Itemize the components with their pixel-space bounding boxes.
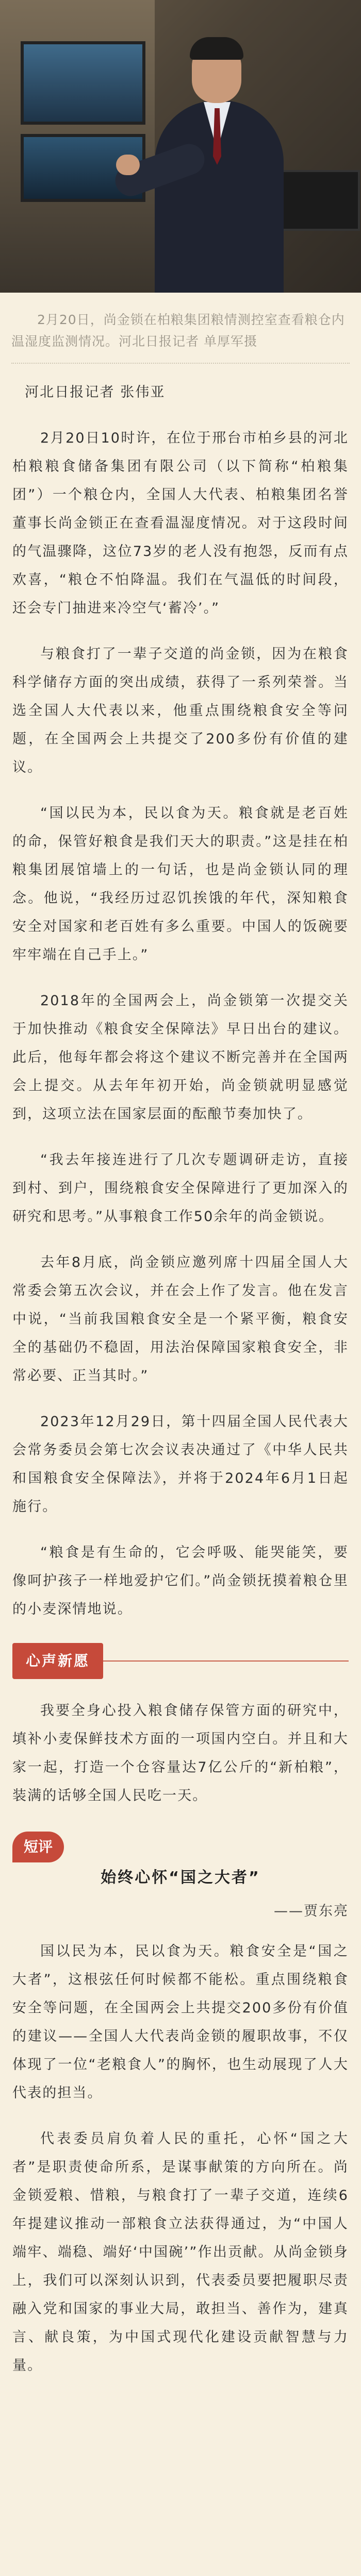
photo-person-hand — [116, 155, 140, 175]
comment-paragraph: 国以民为本，民以食为天。粮食安全是“国之大者”，这根弦任何时候都不能松。重点围绕粮食安全等问题，在全国两会上共提交200多份有价值的建议——全国人大代表尚金锁的履职故事，不仅体现了一位“老粮食人”的胸怀，也生动展现了人大代表的担当。 — [12, 1943, 349, 2101]
article-paragraph: 与粮食打了一辈子交道的尚金锁，因为在粮食科学储存方面的突出成绩，获得了一系列荣誉。当选全国人大代表以来，他重点围绕粮食安全等问题，在全国两会上共提交了200多份有价值的建议。 — [12, 646, 349, 775]
comment-header — [12, 1832, 349, 1887]
article-paragraph: 2018年的全国两会上，尚金锁第一次提交关于加快推动《粮食安全保障法》早日出台的建议。此后，他每年都会将这个建议不断完善并在全国两会上提交。从去年年初开始，尚金锁就明显感觉到，这项立法在国家层面的酝酿节奏加快了。 — [12, 993, 349, 1122]
article-body — [0, 364, 361, 2380]
article-paragraph: 去年8月底，尚金锁应邀列席十四届全国人大常委会第五次会议，并在会上作了发言。他在发言中说，“当前我国粮食安全是一个紧平衡，粮食安全的基础仍不稳固，用法治保障国家粮食安全，非常必要、正当其时。” — [12, 1255, 349, 1384]
comment-tag: 短评 — [12, 1832, 64, 1862]
article-paragraph: 2月20日10时许，在位于邢台市柏乡县的河北柏粮粮食储备集团有限公司（以下简称“柏粮集团”）一个粮仓内，全国人大代表、柏粮集团名誉董事长尚金锁正在查看温湿度情况。对于这段时间的气温骤降，这位73岁的老人没有抱怨，反而有点欢喜，“粮仓不怕降温。我们在气温低的时间段，还会专门抽进来冷空气‘蓄冷’。” — [12, 430, 349, 616]
section-tag-label: 心声新愿 — [26, 1652, 90, 1669]
article-byline: 河北日报记者 张伟亚 — [25, 384, 166, 400]
comment-paragraph: 代表委员肩负着人民的重托，心怀“国之大者”是职责使命所系，是谋事献策的方向所在。尚金锁爱粮、惜粮，与粮食打了一辈子交道，连续6年提建议推动一部粮食立法获得通过，为“中国人端牢、端稳、端好‘中国碗’”作出贡献。从尚金锁身上，我们可以深刻认识到，代表委员要把履职尽责融入党和国家的事业大局，敢担当、善作为，建真言、献良策，为中国式现代化建设贡献智慧与力量。 — [12, 2131, 349, 2374]
article-paragraph: 2023年12月29日，第十四届全国人民代表大会常务委员会第七次会议表决通过了《中华人民共和国粮食安全保障法》，并将于2024年6月1日起施行。 — [12, 1414, 349, 1515]
article-paragraph: “我去年接连进行了几次专题调研走访，直接到村、到户，围绕粮食安全保障进行了更加深入的研究和思考。”从事粮食工作50余年的尚金锁说。 — [12, 1152, 349, 1225]
section-tag — [12, 1643, 103, 1679]
news-photo — [0, 0, 361, 293]
section-header-wish — [12, 1643, 349, 1679]
comment-author: ——贾东亮 — [274, 1903, 349, 1919]
article-paragraph: “国以民为本，民以食为天。粮食就是老百姓的命，保管好粮食是我们天大的职责。”这是挂在柏粮集团展馆墙上的一句话，也是尚金锁认同的理念。他说，“我经历过忍饥挨饿的年代，深知粮食安全对国家和老百姓有多么重要。中国人的饭碗要牢牢端在自己手上。” — [12, 805, 349, 963]
wish-paragraph: 我要全身心投入粮食储存保管方面的研究中，填补小麦保鲜技术方面的一项国内空白。并且和大家一起，打造一个仓容量达7亿公斤的“新柏粮”，装满的话够全国人民吃一天。 — [12, 1703, 349, 1804]
photo-person-hair — [190, 37, 243, 60]
article-paragraph: “粮食是有生命的，它会呼吸、能哭能笑，要像呵护孩子一样地爱护它们。”尚金锁抚摸着粮仓里的小麦深情地说。 — [12, 1545, 349, 1617]
photo-monitor-wall — [21, 41, 145, 125]
comment-title: 始终心怀“国之大者” — [101, 1869, 260, 1887]
photo-caption: 2月20日，尚金锁在柏粮集团粮情测控室查看粮仓内温湿度监测情况。河北日报记者 单厚军摄 — [11, 312, 345, 349]
